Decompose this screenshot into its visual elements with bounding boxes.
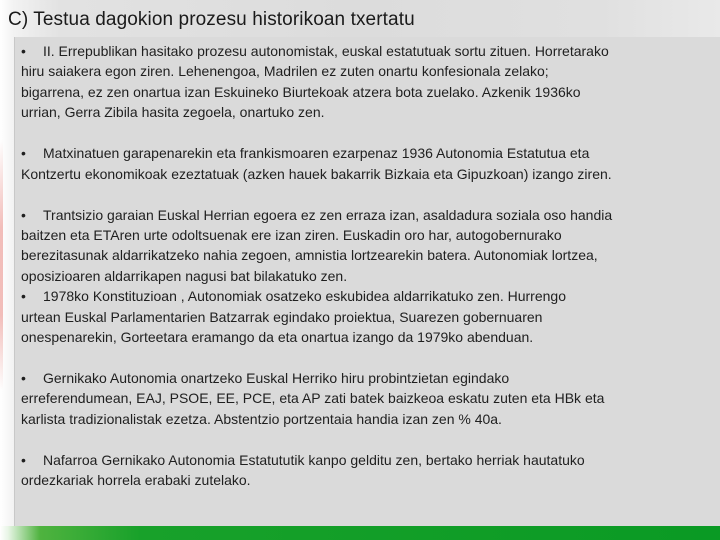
text-line: bigarrena, ez zen onartua izan Eskuineko Biurtekoak atzera bota zuelako. Azkenik 1936ko — [21, 83, 581, 100]
text-line: baitzen eta ETAren urte odoltsuenak ere izan ziren. Euskadin oro har, autogobernurako — [21, 227, 562, 244]
bullet-paragraph — [21, 450, 715, 491]
bullet-marker: • — [21, 288, 26, 305]
bullet-paragraph — [21, 41, 715, 123]
decorative-edge — [0, 140, 3, 390]
bullet-list — [21, 41, 715, 491]
text-line: 1978ko Konstituzioan , Autonomiak osatzeko eskubidea aldarrikatuko zen. Hurrengo — [43, 288, 566, 305]
text-line: karlista tradizionalistak ezetza. Abstentzio portzentaia handia izan zen % 40a. — [21, 410, 502, 427]
text-line: Matxinatuen garapenarekin eta frankismoaren ezarpenaz 1936 Autonomia Estatutua eta — [43, 145, 590, 162]
text-line: Trantsizio garaian Euskal Herrian egoera ez zen erraza izan, asaldadura soziala oso handia — [43, 206, 613, 223]
text-line: urrian, Gerra Zibila hasita zegoela, onartuko zen. — [21, 104, 325, 121]
text-line: ordezkariak horrela erabaki zutelako. — [21, 472, 251, 489]
bullet-paragraph — [21, 286, 715, 347]
bullet-marker: • — [21, 145, 26, 162]
footer-green-bar — [0, 526, 720, 540]
bullet-marker: • — [21, 451, 26, 468]
text-line: oposizioaren aldarrikapen nagusi bat bilakatuko zen. — [21, 267, 348, 284]
text-line: hiru saiakera egon ziren. Lehenengoa, Madrilen ez zuten onartu konfesionala zelako; — [21, 63, 549, 80]
bullet-marker: • — [21, 206, 26, 223]
slide-title: C) Testua dagokion prozesu historikoan txertatu — [8, 9, 415, 30]
text-line: onespenarekin, Gorteetara eramango da eta onartua izango da 1979ko abenduan. — [21, 329, 534, 346]
text-line: Kontzertu ekonomikoak ezeztatuak (azken hauek bakarrik Bizkaia eta Gipuzkoan) izango ziren. — [21, 165, 612, 182]
text-line: Nafarroa Gernikako Autonomia Estatututik kanpo gelditu zen, bertako herriak hautatuko — [43, 451, 585, 468]
bullet-paragraph — [21, 205, 715, 287]
text-line: berezitasunak aldarrikatzeko nahia zegoen, amnistia lortzearekin batera. Autonomiak lortzea, — [21, 247, 598, 264]
text-line: urtean Euskal Parlamentarien Batzarrak egindako proiektua, Suarezen gobernuaren — [21, 308, 543, 325]
bullet-paragraph — [21, 368, 715, 429]
text-line: Gernikako Autonomia onartzeko Euskal Herriko hiru probintzietan egindako — [43, 370, 510, 387]
text-line: erreferendumean, EAJ, PSOE, EE, PCE, eta AP zati batek baizkeoa eskatu zuten eta HBk eta — [21, 390, 605, 407]
bullet-marker: • — [21, 43, 26, 59]
bullet-marker: • — [21, 370, 26, 387]
text-line: II. Errepublikan hasitako prozesu autonomistak, euskal estatutuak sortu zituen. Horretarako — [43, 43, 609, 59]
bullet-paragraph — [21, 143, 715, 184]
